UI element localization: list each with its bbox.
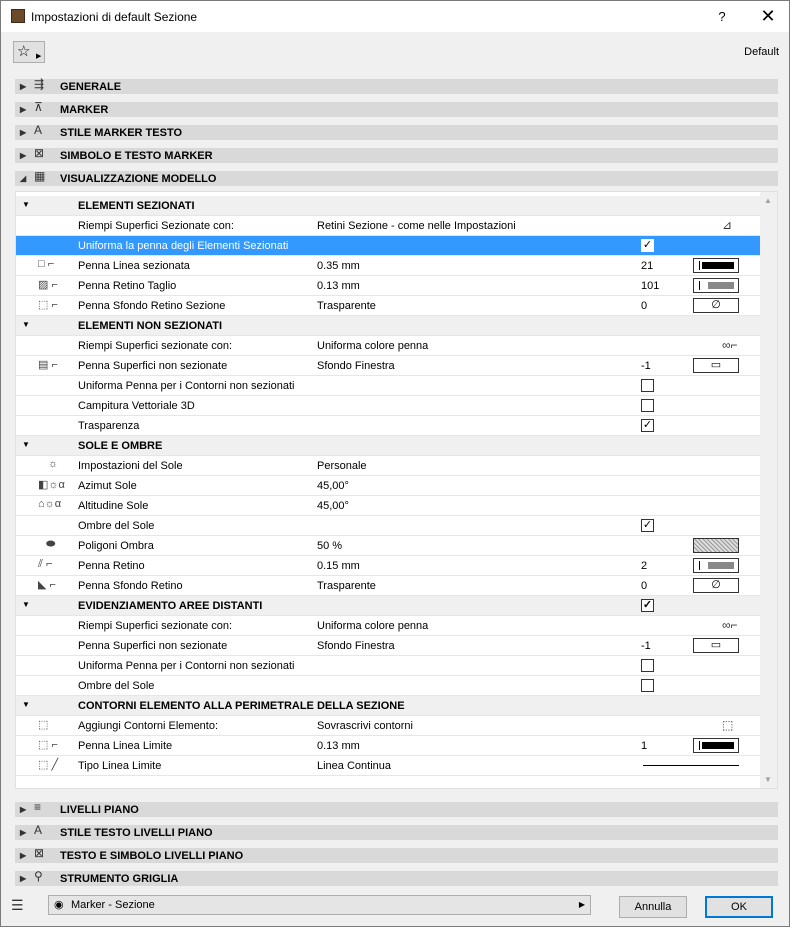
pen-swatch[interactable] [693,558,739,573]
pen-number[interactable]: 0 [641,580,648,592]
collapse-arrow-icon: ▼ [22,700,30,709]
row-label: Poligoni Ombra [78,540,154,552]
section-sole-e-ombre[interactable] [16,436,761,456]
checkbox[interactable]: ✓ [642,419,653,431]
row-value: Sfondo Finestra [317,640,395,652]
empty-set-icon: ∅ [711,299,721,311]
pen-number[interactable]: 1 [641,740,648,752]
row-ombre-sole-distanti[interactable] [16,676,761,696]
pen-number[interactable]: 2 [641,560,648,572]
pen-color-icon[interactable]: ∞⌐ [722,338,738,352]
row-tipo-linea-limite[interactable] [16,756,761,776]
expand-arrow-icon: ▶ [20,828,27,837]
checkbox[interactable] [641,399,654,412]
pen-color-icon[interactable]: ∞⌐ [722,618,738,632]
row-penna-retino-taglio[interactable] [16,276,761,296]
section-label: ELEMENTI SEZIONATI [78,200,195,212]
panel-testo-simbolo-livelli[interactable] [15,848,778,863]
row-riempi-superfici-sezionate[interactable] [16,216,761,236]
row-penna-superfici-non-sezionate[interactable] [16,356,761,376]
checkbox[interactable] [641,379,654,392]
pen-number[interactable]: 101 [641,280,660,292]
sun-altitude-icon: ⌂☼α [38,498,62,510]
row-ombre-del-sole[interactable] [16,516,761,536]
row-value: Linea Continua [317,760,392,772]
section-elementi-non-sezionati[interactable] [16,316,761,336]
expand-arrow-icon: ▶ [20,82,27,91]
panel-marker[interactable] [15,102,778,117]
layer-select[interactable] [48,895,591,915]
row-value[interactable]: Uniforma colore penna [317,340,429,352]
pen-number[interactable]: -1 [641,640,651,652]
text-style-icon: A [34,123,43,137]
row-uniforma-penna-contorni-distanti[interactable] [16,656,761,676]
row-value[interactable]: Sovrascrivi contorni [317,720,413,732]
row-campitura-vettoriale-3d[interactable] [16,396,761,416]
checkbox[interactable]: ✓ [642,519,653,531]
pen-swatch[interactable] [693,578,739,593]
row-label: Trasparenza [78,420,140,432]
model-display-panel-content [15,191,778,789]
general-settings-icon: ⇶ [34,77,45,91]
sun-icon: ☼ [48,458,59,470]
dialog-footer [1,889,789,927]
panel-strumento-griglia[interactable] [15,871,778,886]
section-elementi-sezionati[interactable] [16,196,761,216]
row-azimut-sole[interactable] [16,476,761,496]
row-label: Uniforma Penna per i Contorni non sezionati [78,660,295,672]
grid-tool-icon: ⚲ [34,869,43,883]
row-label: Riempi Superfici sezionate con: [78,620,233,632]
window-title: Impostazioni di default Sezione [31,10,198,24]
cut-fill-icon[interactable]: ⊿ [722,218,733,232]
cut-line-pen-icon: □ ⌐ [38,258,55,270]
row-penna-sfondo-retino-sezione[interactable] [16,296,761,316]
scroll-up-icon[interactable]: ▲ [764,196,772,205]
title-bar [1,1,789,32]
row-value: 0.13 mm [317,280,360,292]
row-label: Penna Superfici non sezionate [78,360,228,372]
panel-label: STRUMENTO GRIGLIA [60,873,179,885]
row-value[interactable]: 50 % [317,540,343,552]
row-aggiungi-contorni[interactable] [16,716,761,736]
symbol-text-icon: ⊠ [34,846,45,860]
row-trasparenza[interactable] [16,416,761,436]
pen-swatch[interactable] [693,258,739,273]
row-label: Uniforma la penna degli Elementi Sezionati [78,240,289,252]
boundary-pen-icon: ⬚ ⌐ [38,739,58,751]
panel-label: SIMBOLO E TESTO MARKER [60,150,213,162]
section-label: SOLE E OMBRE [78,440,163,452]
empty-set-icon: ∅ [711,579,721,591]
pen-swatch[interactable] [693,278,739,293]
row-altitudine-sole[interactable] [16,496,761,516]
row-label: Ombre del Sole [78,680,155,692]
collapse-arrow-icon: ▼ [22,600,30,609]
row-label: Impostazioni del Sole [78,460,183,472]
help-button[interactable]: ? [718,9,726,24]
row-label: Azimut Sole [78,480,137,492]
line-type-sample[interactable] [643,765,739,766]
collapse-arrow-icon: ▼ [22,440,30,449]
row-penna-retino[interactable] [16,556,761,576]
row-riempi-superfici-non-sezionate[interactable] [16,336,761,356]
star-icon: ☆ [17,43,31,60]
shadow-polygon-icon: ⬬ [46,538,56,550]
panel-label: TESTO E SIMBOLO LIVELLI PIANO [60,850,244,862]
row-label: Penna Retino [78,560,145,572]
row-value: 0.35 mm [317,260,360,272]
checkbox[interactable]: ✓ [642,599,653,611]
panel-label: GENERALE [60,81,122,93]
row-penna-superfici-distanti[interactable] [16,636,761,656]
scroll-down-icon[interactable]: ▼ [764,775,772,784]
outline-option-icon[interactable]: ⬚ [722,718,734,732]
panel-label: MARKER [60,104,109,116]
app-icon [11,9,25,23]
sun-azimuth-icon: ◧☼α [38,479,65,491]
symbol-text-icon: ⊠ [34,146,45,160]
marker-icon: ⊼ [34,100,43,114]
collapse-arrow-icon: ◢ [20,174,27,183]
checkbox[interactable] [641,679,654,692]
row-value[interactable]: Personale [317,460,367,472]
checkbox[interactable] [641,659,654,672]
panel-generale[interactable] [15,79,778,94]
panel-label: STILE TESTO LIVELLI PIANO [60,827,213,839]
vertical-scrollbar[interactable] [760,192,777,788]
section-label: ELEMENTI NON SEZIONATI [78,320,223,332]
row-value[interactable]: Uniforma colore penna [317,620,429,632]
ok-button[interactable]: OK [705,896,773,918]
section-contorni-elemento[interactable] [16,696,761,716]
collapse-arrow-icon: ▼ [22,320,30,329]
shadow-fill-swatch[interactable] [693,538,739,553]
section-label: EVIDENZIAMENTO AREE DISTANTI [78,600,263,612]
row-label: Campitura Vettoriale 3D [78,400,195,412]
row-label: Penna Linea sezionata [78,260,190,272]
collapse-arrow-icon: ▼ [22,200,30,209]
story-levels-icon: ≡ [34,800,42,814]
row-label: Penna Sfondo Retino Sezione [78,300,226,312]
pen-swatch[interactable] [693,638,739,653]
section-label: CONTORNI ELEMENTO ALLA PERIMETRALE DELLA SEZIONE [78,700,405,712]
eye-icon: ◉ [54,899,64,911]
cancel-button[interactable]: Annulla [619,896,687,918]
panel-stile-marker-testo[interactable] [15,125,778,140]
favorites-button[interactable] [13,41,45,63]
row-label: Ombre del Sole [78,520,155,532]
expand-arrow-icon: ▶ [20,128,27,137]
row-penna-linea-sezionata[interactable] [16,256,761,276]
row-label: Penna Linea Limite [78,740,173,752]
pen-swatch[interactable] [693,738,739,753]
expand-arrow-icon: ▶ [20,105,27,114]
row-uniforma-penna-contorni[interactable] [16,376,761,396]
close-button[interactable]: ✕ [760,6,776,26]
default-label: Default [744,46,779,58]
expand-arrow-icon: ▶ [20,874,27,883]
pen-number[interactable]: 0 [641,300,648,312]
text-style-icon: A [34,823,43,837]
pen-swatch[interactable] [693,358,739,373]
background-pen-icon: ⬚ ⌐ [38,299,58,311]
row-value: 0.15 mm [317,560,360,572]
row-value[interactable]: Retini Sezione - come nelle Impostazioni [317,220,516,232]
model-display-icon: ▦ [34,169,46,183]
fill-pen-icon: ▨ ⌐ [38,279,58,291]
uncut-surface-pen-icon: ▤ ⌐ [38,359,58,371]
panel-simbolo-testo-marker[interactable] [15,148,778,163]
row-uniforma-penna-sezionati[interactable] [16,236,761,256]
panel-livelli-piano[interactable] [15,802,778,817]
fill-pen-icon: ⫽ ⌐ [38,558,53,570]
section-evidenziamento-aree-distanti[interactable] [16,596,761,616]
row-penna-sfondo-retino[interactable] [16,576,761,596]
expand-arrow-icon: ▶ [20,151,27,160]
row-poligoni-ombra[interactable] [16,536,761,556]
layer-select-value: Marker - Sezione [71,899,155,911]
row-value: Sfondo Finestra [317,360,395,372]
row-label: Tipo Linea Limite [78,760,162,772]
expand-arrow-icon: ▶ [20,851,27,860]
row-label: Aggiungi Contorni Elemento: [78,720,219,732]
pen-number[interactable]: 21 [641,260,654,272]
row-value: Trasparente [317,580,376,592]
row-impostazioni-sole[interactable] [16,456,761,476]
row-value[interactable]: 45,00° [317,500,349,512]
row-label: Altitudine Sole [78,500,149,512]
row-label: Uniforma Penna per i Contorni non sezionati [78,380,295,392]
expand-arrow-icon: ▶ [20,805,27,814]
row-value: Trasparente [317,300,376,312]
checkbox[interactable]: ✓ [642,239,653,251]
chevron-right-icon: ▶ [578,900,585,909]
element-outline-icon: ⬚ [38,719,49,731]
panel-stile-testo-livelli[interactable] [15,825,778,840]
panel-label: LIVELLI PIANO [60,804,139,816]
monitor-icon: ▭ [710,359,722,371]
row-label: Riempi Superfici sezionate con: [78,340,233,352]
row-label: Riempi Superfici Sezionate con: [78,220,234,232]
chevron-right-icon: ▶ [36,53,42,60]
pen-swatch[interactable] [693,298,739,313]
row-riempi-superfici-distanti[interactable] [16,616,761,636]
row-value[interactable]: 45,00° [317,480,349,492]
panel-label: STILE MARKER TESTO [60,127,183,139]
layers-icon: ☰ [11,897,24,913]
row-penna-linea-limite[interactable] [16,736,761,756]
row-value: 0.13 mm [317,740,360,752]
panel-visualizzazione-modello[interactable] [15,171,778,186]
panel-label: VISUALIZZAZIONE MODELLO [60,173,217,185]
pen-number[interactable]: -1 [641,360,651,372]
line-type-icon: ⬚ ╱ [38,759,59,771]
row-label: Penna Sfondo Retino [78,580,183,592]
row-label: Penna Retino Taglio [78,280,177,292]
monitor-icon: ▭ [710,639,722,651]
background-pen-icon: ◣ ⌐ [38,579,56,591]
row-label: Penna Superfici non sezionate [78,640,228,652]
